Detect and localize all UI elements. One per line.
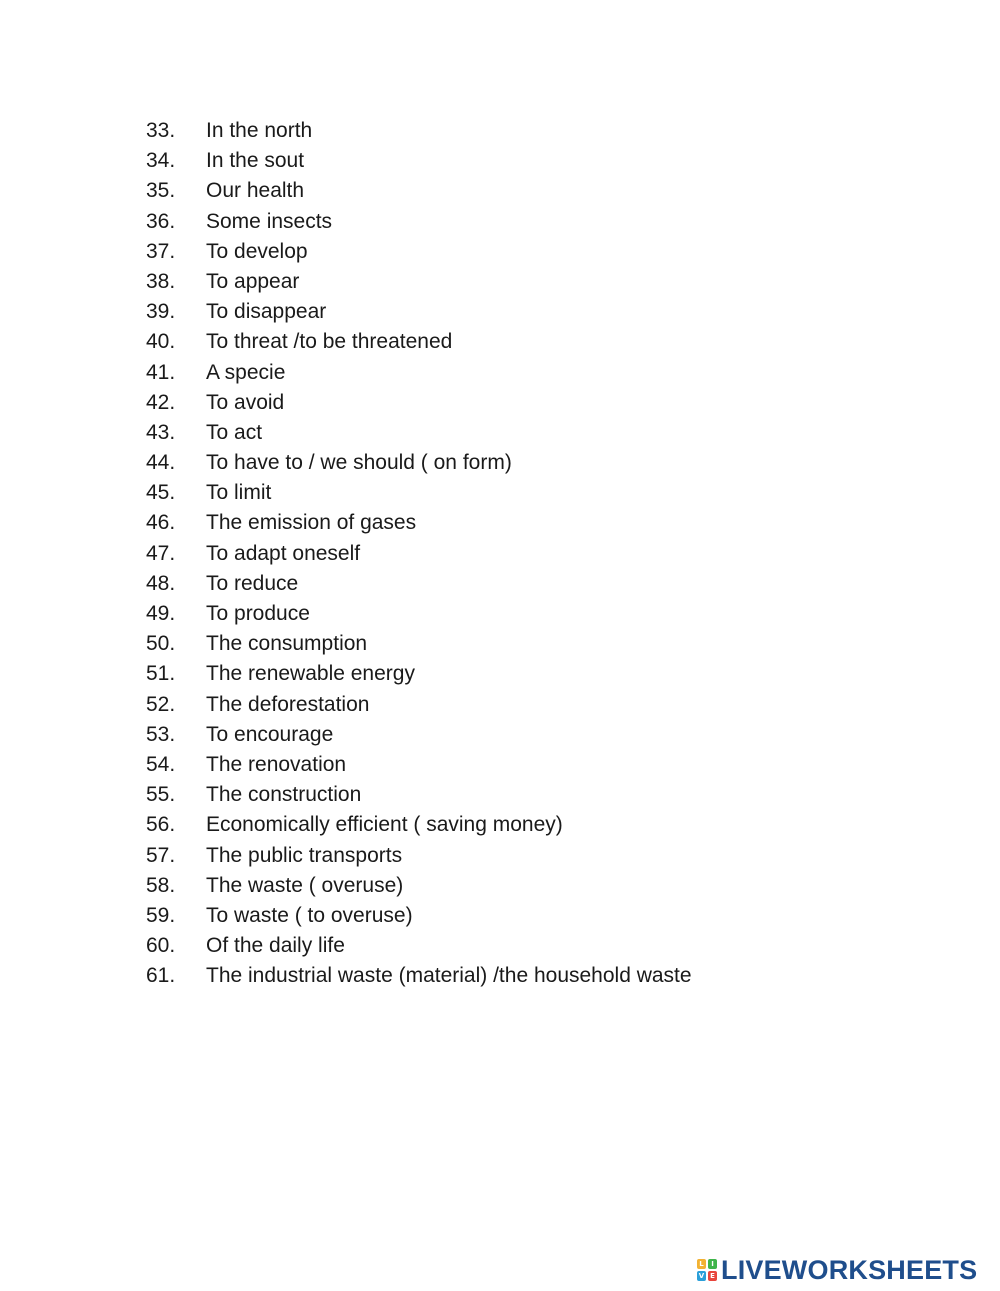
item-text: Of the daily life xyxy=(206,934,345,958)
item-number: 53. xyxy=(146,722,176,746)
list-item xyxy=(146,599,692,629)
list-item xyxy=(146,659,692,689)
item-number: 33. xyxy=(146,119,176,142)
item-text: To disappear xyxy=(206,300,327,324)
logo-mark-icon xyxy=(697,1258,719,1282)
item-text: The public transports xyxy=(206,843,403,867)
item-text: A specie xyxy=(206,360,286,384)
item-text: To encourage xyxy=(206,722,334,746)
item-number: 57. xyxy=(146,843,176,867)
item-text: To threat /to be threatened xyxy=(206,330,453,354)
logo-mark-tile: L xyxy=(697,1259,706,1269)
item-number: 44. xyxy=(146,451,176,475)
logo-mark-tile: I xyxy=(708,1259,717,1269)
list-item xyxy=(146,961,692,991)
item-text: The construction xyxy=(206,783,362,807)
item-text: To act xyxy=(206,420,263,444)
list-item xyxy=(146,539,692,569)
item-text: In the sout xyxy=(206,149,305,173)
item-number: 61. xyxy=(146,964,176,988)
item-text: The industrial waste (material) /the household waste xyxy=(206,964,692,988)
list-item xyxy=(146,569,692,599)
item-text: To reduce xyxy=(206,571,299,595)
item-text: To adapt oneself xyxy=(206,541,361,565)
item-number: 46. xyxy=(146,511,176,535)
item-text: To produce xyxy=(206,602,310,625)
item-number: 54. xyxy=(146,752,176,776)
item-text: Economically efficient ( saving money) xyxy=(206,813,563,837)
item-text: In the north xyxy=(206,119,313,142)
item-text: To avoid xyxy=(206,390,285,414)
item-text: To appear xyxy=(206,269,300,293)
list-item xyxy=(146,508,692,538)
logo-mark-tile: V xyxy=(698,1272,705,1280)
list-item xyxy=(146,871,692,901)
liveworksheets-logo xyxy=(697,1256,977,1284)
item-number: 60. xyxy=(146,934,176,958)
list-item xyxy=(146,901,692,931)
item-number: 49. xyxy=(146,602,176,625)
logo-mark-tile: E xyxy=(708,1271,717,1281)
list-item xyxy=(146,207,692,237)
item-number: 55. xyxy=(146,783,176,807)
list-item xyxy=(146,841,692,871)
item-number: 40. xyxy=(146,330,176,354)
list-item xyxy=(146,146,692,176)
item-text: The renovation xyxy=(206,752,347,776)
item-number: 58. xyxy=(146,873,176,897)
item-text: The deforestation xyxy=(206,692,370,716)
list-item xyxy=(146,237,692,267)
item-number: 41. xyxy=(146,360,176,384)
list-item xyxy=(146,448,692,478)
item-text: The waste ( overuse) xyxy=(206,873,404,897)
item-number: 45. xyxy=(146,481,176,505)
list-item xyxy=(146,931,692,961)
item-number: 48. xyxy=(146,571,176,595)
list-item xyxy=(146,780,692,810)
item-number: 37. xyxy=(146,239,176,263)
item-number: 35. xyxy=(146,179,176,203)
list-item xyxy=(146,629,692,659)
item-text: Our health xyxy=(206,179,305,203)
item-number: 59. xyxy=(146,903,176,927)
logo-wordmark: LIVEWORKSHEETS xyxy=(721,1255,978,1285)
item-text: To limit xyxy=(206,481,272,505)
item-text: To develop xyxy=(206,239,308,263)
item-number: 50. xyxy=(146,632,176,656)
item-text: The emission of gases xyxy=(206,511,417,535)
list-item xyxy=(146,297,692,327)
list-item xyxy=(146,478,692,508)
list-item xyxy=(146,720,692,750)
list-item xyxy=(146,418,692,448)
item-number: 42. xyxy=(146,390,176,414)
list-item xyxy=(146,327,692,357)
list-item xyxy=(146,690,692,720)
item-text: To waste ( to overuse) xyxy=(206,903,413,927)
vocabulary-list xyxy=(146,116,692,991)
list-item xyxy=(146,176,692,206)
list-item xyxy=(146,388,692,418)
item-text: To have to / we should ( on form) xyxy=(206,451,512,475)
item-number: 43. xyxy=(146,420,176,444)
item-number: 36. xyxy=(146,209,176,233)
list-item xyxy=(146,267,692,297)
item-number: 39. xyxy=(146,300,176,324)
item-text: The consumption xyxy=(206,632,368,656)
item-number: 51. xyxy=(146,662,176,686)
item-number: 38. xyxy=(146,269,176,293)
item-text: The renewable energy xyxy=(206,662,415,686)
item-number: 34. xyxy=(146,149,176,173)
item-number: 47. xyxy=(146,541,176,565)
item-text: Some insects xyxy=(206,209,333,233)
list-item xyxy=(146,750,692,780)
list-item xyxy=(146,116,692,146)
list-item xyxy=(146,810,692,840)
item-number: 56. xyxy=(146,813,176,837)
list-item xyxy=(146,358,692,388)
item-number: 52. xyxy=(146,692,176,716)
